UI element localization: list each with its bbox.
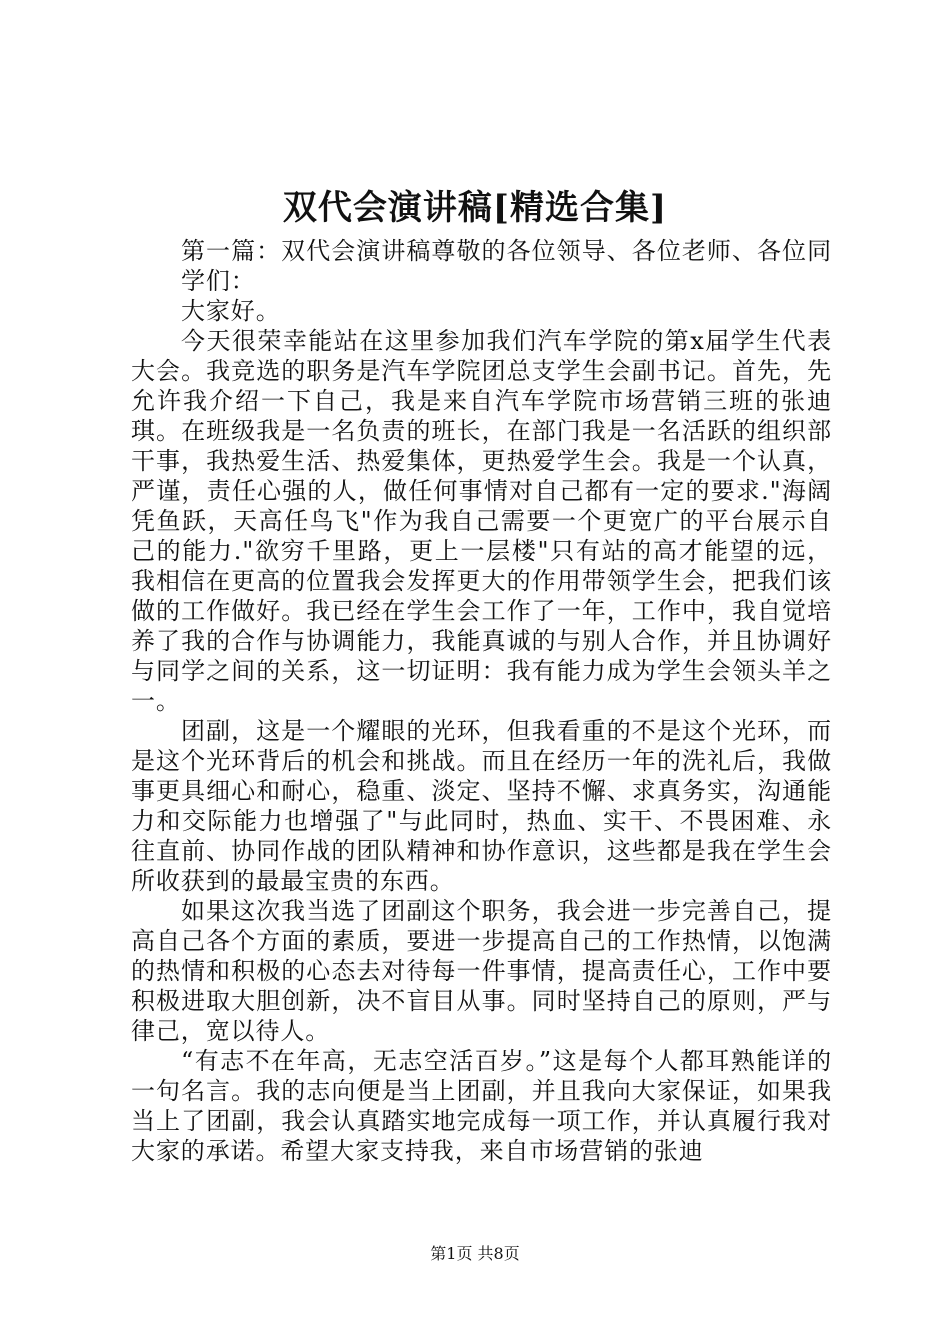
page-number-footer: 第1页 共8页: [430, 1244, 520, 1263]
paragraph-commitment: 如果这次我当选了团副这个职务，我会进一步完善自己，提高自己各个方面的素质，要进一步提高自己的工作热情，以饱满的热情和积极的心态去对待每一件事情，提高责任心，工作中要积极进取大胆创新，决不盲目从事。同时坚持自己的原则，严与律己，宽以待人。: [131, 897, 832, 1045]
paragraph-closing: “有志不在年高，无志空活百岁。”这是每个人都耳熟能详的一句名言。我的志向便是当上团副，并且我向大家保证，如果我当上了团副，我会认真踏实地完成每一项工作，并认真履行我对大家的承诺。希望大家支持我，来自市场营销的张迪: [131, 1047, 832, 1165]
document-title: 双代会演讲稿[精选合集]: [282, 188, 668, 228]
document-body: [131, 236, 832, 1166]
paragraph-greeting: 大家好。: [181, 297, 281, 325]
paragraph-heading-salutation: 第一篇：双代会演讲稿尊敬的各位领导、各位老师、各位同学们：: [181, 237, 832, 295]
paragraph-role-reflection: 团副，这是一个耀眼的光环，但我看重的不是这个光环，而是这个光环背后的机会和挑战。而且在经历一年的洗礼后，我做事更具细心和耐心，稳重、淡定、坚持不懈、求真务实，沟通能力和交际能力也增强了"与此同时，热血、实干、不畏困难、永往直前、协同作战的团队精神和协作意识，这些都是我在学生会所收获到的最最宝贵的东西。: [131, 717, 832, 895]
paragraph-introduction: 今天很荣幸能站在这里参加我们汽车学院的第x届学生代表大会。我竞选的职务是汽车学院团总支学生会副书记。首先，先允许我介绍一下自己，我是来自汽车学院市场营销三班的张迪琪。在班级我是一名负责的班长，在部门我是一名活跃的组织部干事，我热爱生活、热爱集体，更热爱学生会。我是一个认真，严谨，责任心强的人，做任何事情对自己都有一定的要求."海阔凭鱼跃，天高任鸟飞"作为我自己需要一个更宽广的平台展示自己的能力."欲穷千里路，更上一层楼"只有站的高才能望的远，我相信在更高的位置我会发挥更大的作用带领学生会，把我们该做的工作做好。我已经在学生会工作了一年，工作中，我自觉培养了我的合作与协调能力，我能真诚的与别人合作，并且协调好与同学之间的关系，这一切证明：我有能力成为学生会领头羊之一。: [131, 327, 832, 715]
